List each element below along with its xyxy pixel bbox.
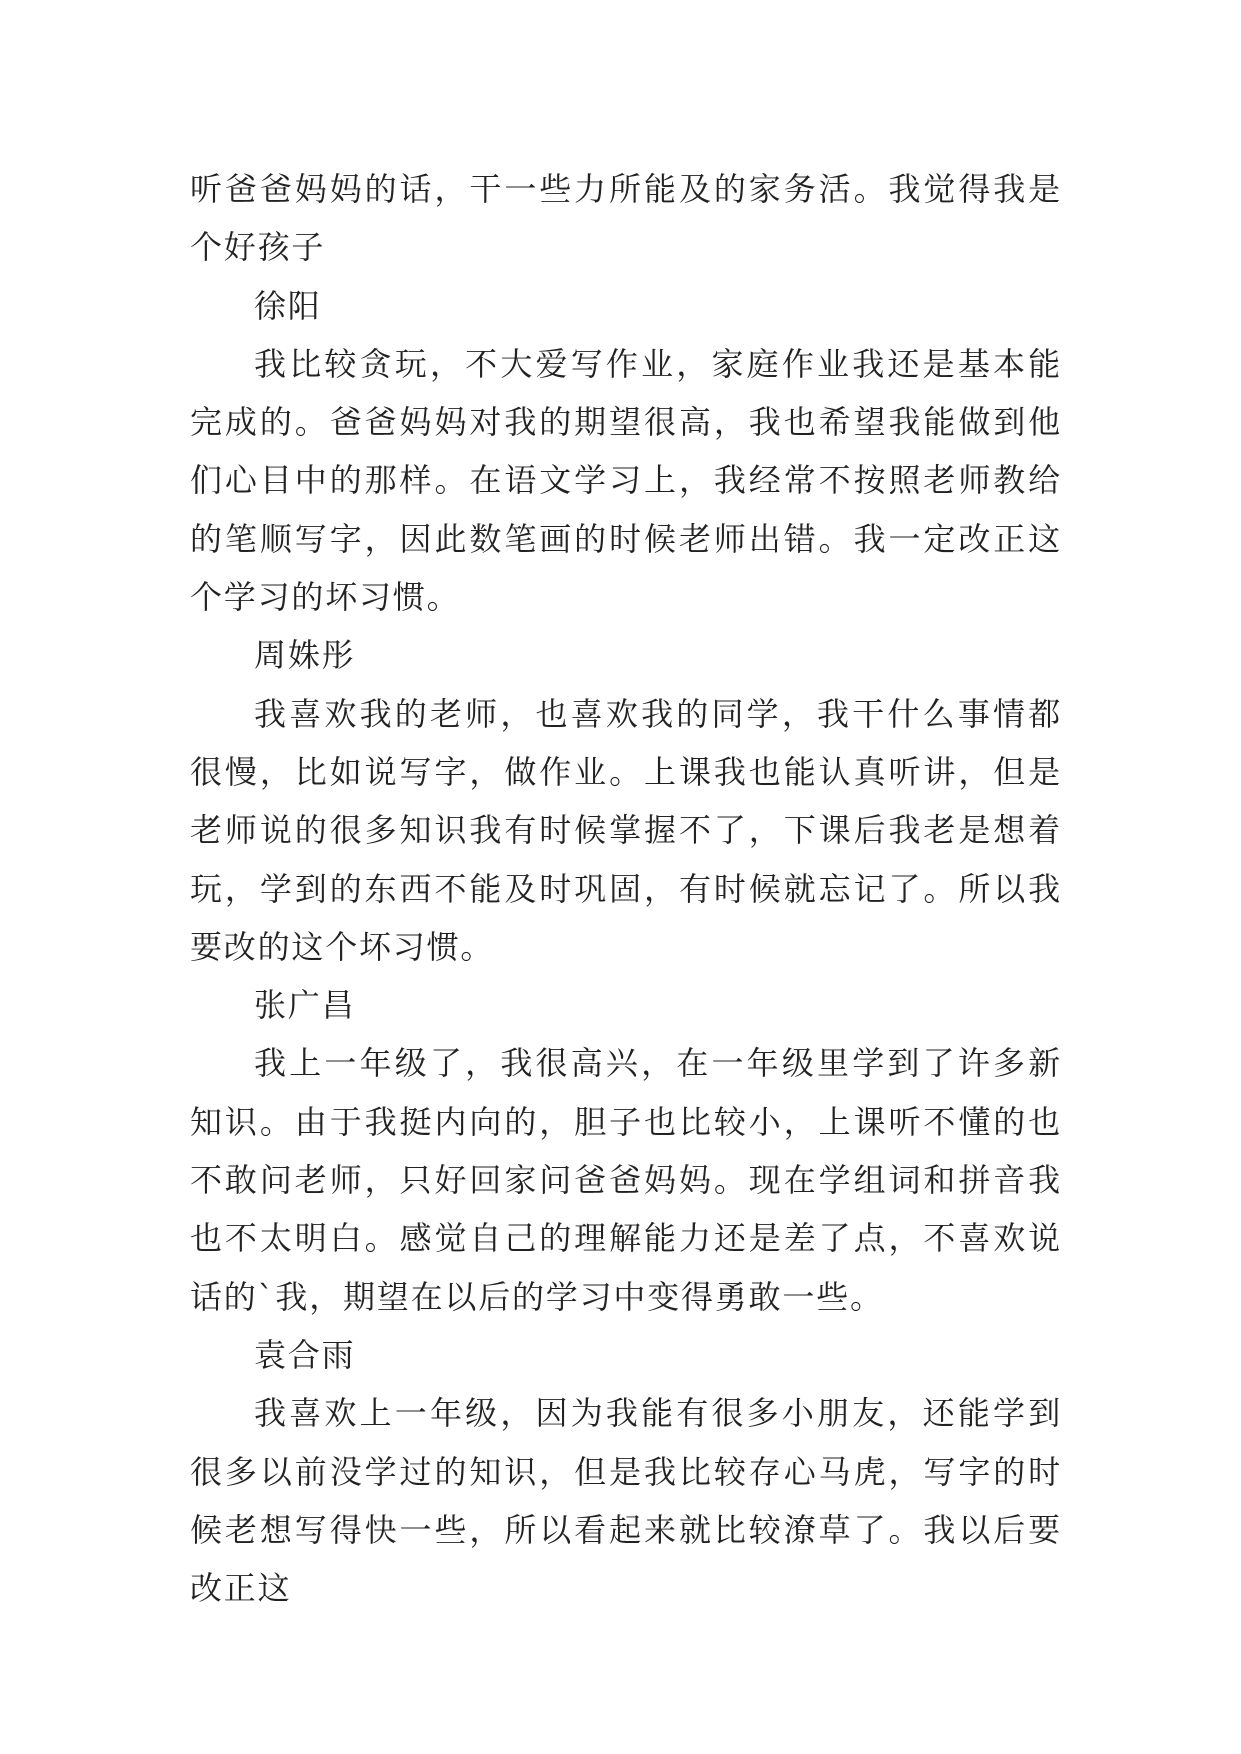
student-name: 周姝彤 — [254, 636, 356, 675]
student-name: 张广昌 — [254, 986, 356, 1025]
student-name: 徐阳 — [254, 286, 322, 325]
paragraph: 我喜欢上一年级，因为我能有很多小朋友，还能学到很多以前没学过的知识，但是我比较存心马虎，写字的时候老想写得快一些，所以看起来就比较潦草了。我以后要改正这 — [190, 1394, 1062, 1608]
student-name: 袁合雨 — [254, 1335, 356, 1374]
document-body — [190, 160, 1062, 1617]
paragraph: 我上一年级了，我很高兴，在一年级里学到了许多新知识。由于我挺内向的，胆子也比较小，上课听不懂的也不敢问老师，只好回家问爸爸妈妈。现在学组词和拼音我也不太明白。感觉自己的理解能力还是差了点，不喜欢说话的`我，期望在以后的学习中变得勇敢一些。 — [190, 1044, 1062, 1316]
paragraph: 我比较贪玩，不大爱写作业，家庭作业我还是基本能完成的。爸爸妈妈对我的期望很高，我也希望我能做到他们心目中的那样。在语文学习上，我经常不按照老师教给的笔顺写字，因此数笔画的时候老师出错。我一定改正这个学习的坏习惯。 — [190, 344, 1062, 617]
paragraph: 我喜欢我的老师，也喜欢我的同学，我干什么事情都很慢，比如说写字，做作业。上课我也能认真听讲，但是老师说的很多知识我有时候掌握不了，下课后我老是想着玩，学到的东西不能及时巩固，有时候就忘记了。所以我要改的这个坏习惯。 — [190, 694, 1062, 966]
paragraph-continued: 听爸爸妈妈的话，干一些力所能及的家务活。我觉得我是个好孩子 — [190, 170, 1062, 267]
